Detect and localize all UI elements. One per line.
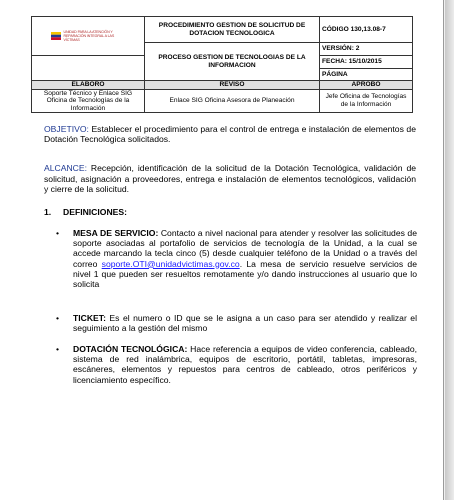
- support-email-link[interactable]: soporte.OTI@unidadvictimas.gov.co: [101, 258, 240, 269]
- document-header-table: [31, 16, 413, 113]
- elaboro-label: ELABORO: [32, 81, 145, 90]
- definition-dotacion-tecnologica: [56, 344, 417, 385]
- mesa-text-1: Contacto a nivel nacional para atender y resolver las solicitudes de soporte asociadas al portafolio de servicios de tecnología de la Unidad, a la cual se accede marcando la tecla cinco (5) desde cualquier teléfono de la Unidad o a través del correo: [73, 228, 417, 269]
- unidad-victimas-logo: [51, 30, 126, 42]
- objetivo-text: Establecer el procedimiento para el control de entrega e instalación de elementos de Dotación Tecnológica solicitados.: [44, 124, 416, 145]
- document-code: CÓDIGO 130,13.08-7: [320, 17, 413, 43]
- ticket-text: Es el numero o ID que se le asigna a un caso para ser atendido y realizar el seguimiento a la gestión del mismo: [73, 313, 417, 334]
- mesa-label: MESA DE SERVICIO:: [73, 228, 159, 238]
- process-title: PROCESO GESTION DE TECNOLOGIAS DE LA INFORMACION: [145, 43, 320, 81]
- objetivo-label: OBJETIVO:: [44, 124, 89, 134]
- bullet-icon: •: [56, 228, 60, 238]
- section-heading: [44, 207, 127, 217]
- logo-text: UNIDAD PARA LA ATENCIÓN Y REPARACIÓN INTEGRAL A LAS VÍCTIMAS: [63, 29, 115, 42]
- logo-cell-lower: [32, 56, 145, 81]
- section-title: DEFINICIONES:: [63, 207, 127, 217]
- mesa-text-2: . La mesa de servicio resuelve servicios de nivel 1 que pueden ser resueltos remotamente y/o dando instrucciones al usuario que lo solicita: [73, 258, 417, 290]
- bullet-icon: •: [56, 344, 60, 354]
- procedure-title: PROCEDIMIENTO GESTION DE SOLICITUD DE DOTACION TECNOLOGICA: [145, 17, 320, 43]
- document-body: [44, 124, 416, 194]
- elaboro-value: Soporte Técnico y Enlace SIG Oficina de Tecnologías de la Información: [32, 89, 145, 113]
- reviso-label: REVISO: [145, 81, 320, 90]
- alcance-paragraph: [44, 163, 416, 194]
- document-date: FECHA: 15/10/2015: [320, 56, 413, 69]
- aprobo-value: Jefe Oficina de Tecnologías de la Información: [320, 89, 413, 113]
- definition-ticket: [56, 313, 417, 334]
- document-page-label: PÁGINA: [320, 69, 413, 81]
- alcance-text: Recepción, identificación de la solicitud de la Dotación Tecnológica, validación de solicitud, asignación a proveedores, entrega e instalación de elementos tecnológicos, validación y cierre de la solicitud.: [44, 163, 416, 194]
- reviso-value: Enlace SIG Oficina Asesora de Planeación: [145, 89, 320, 113]
- dotacion-label: DOTACIÓN TECNOLÓGICA:: [73, 344, 188, 354]
- objetivo-paragraph: [44, 124, 416, 144]
- document-version: VERSIÓN: 2: [320, 43, 413, 56]
- definition-mesa-de-servicio: [56, 228, 417, 290]
- ticket-label: TICKET:: [73, 313, 106, 323]
- viewer-background: [445, 0, 454, 500]
- aprobo-label: APROBO: [320, 81, 413, 90]
- bullet-icon: •: [56, 313, 60, 323]
- section-number: 1.: [44, 207, 52, 217]
- alcance-label: ALCANCE:: [44, 163, 87, 174]
- dotacion-text: Hace referencia a equipos de video conferencia, cableado, sistema de red inalámbrica, equipos de escritorio, portátil, tabletas, impresoras, escáneres, elementos y repuestos para centros de cableado, otros periféricos y licenciamiento específico.: [73, 344, 417, 385]
- logo-mark-icon: [51, 32, 61, 40]
- logo-cell: [32, 17, 145, 56]
